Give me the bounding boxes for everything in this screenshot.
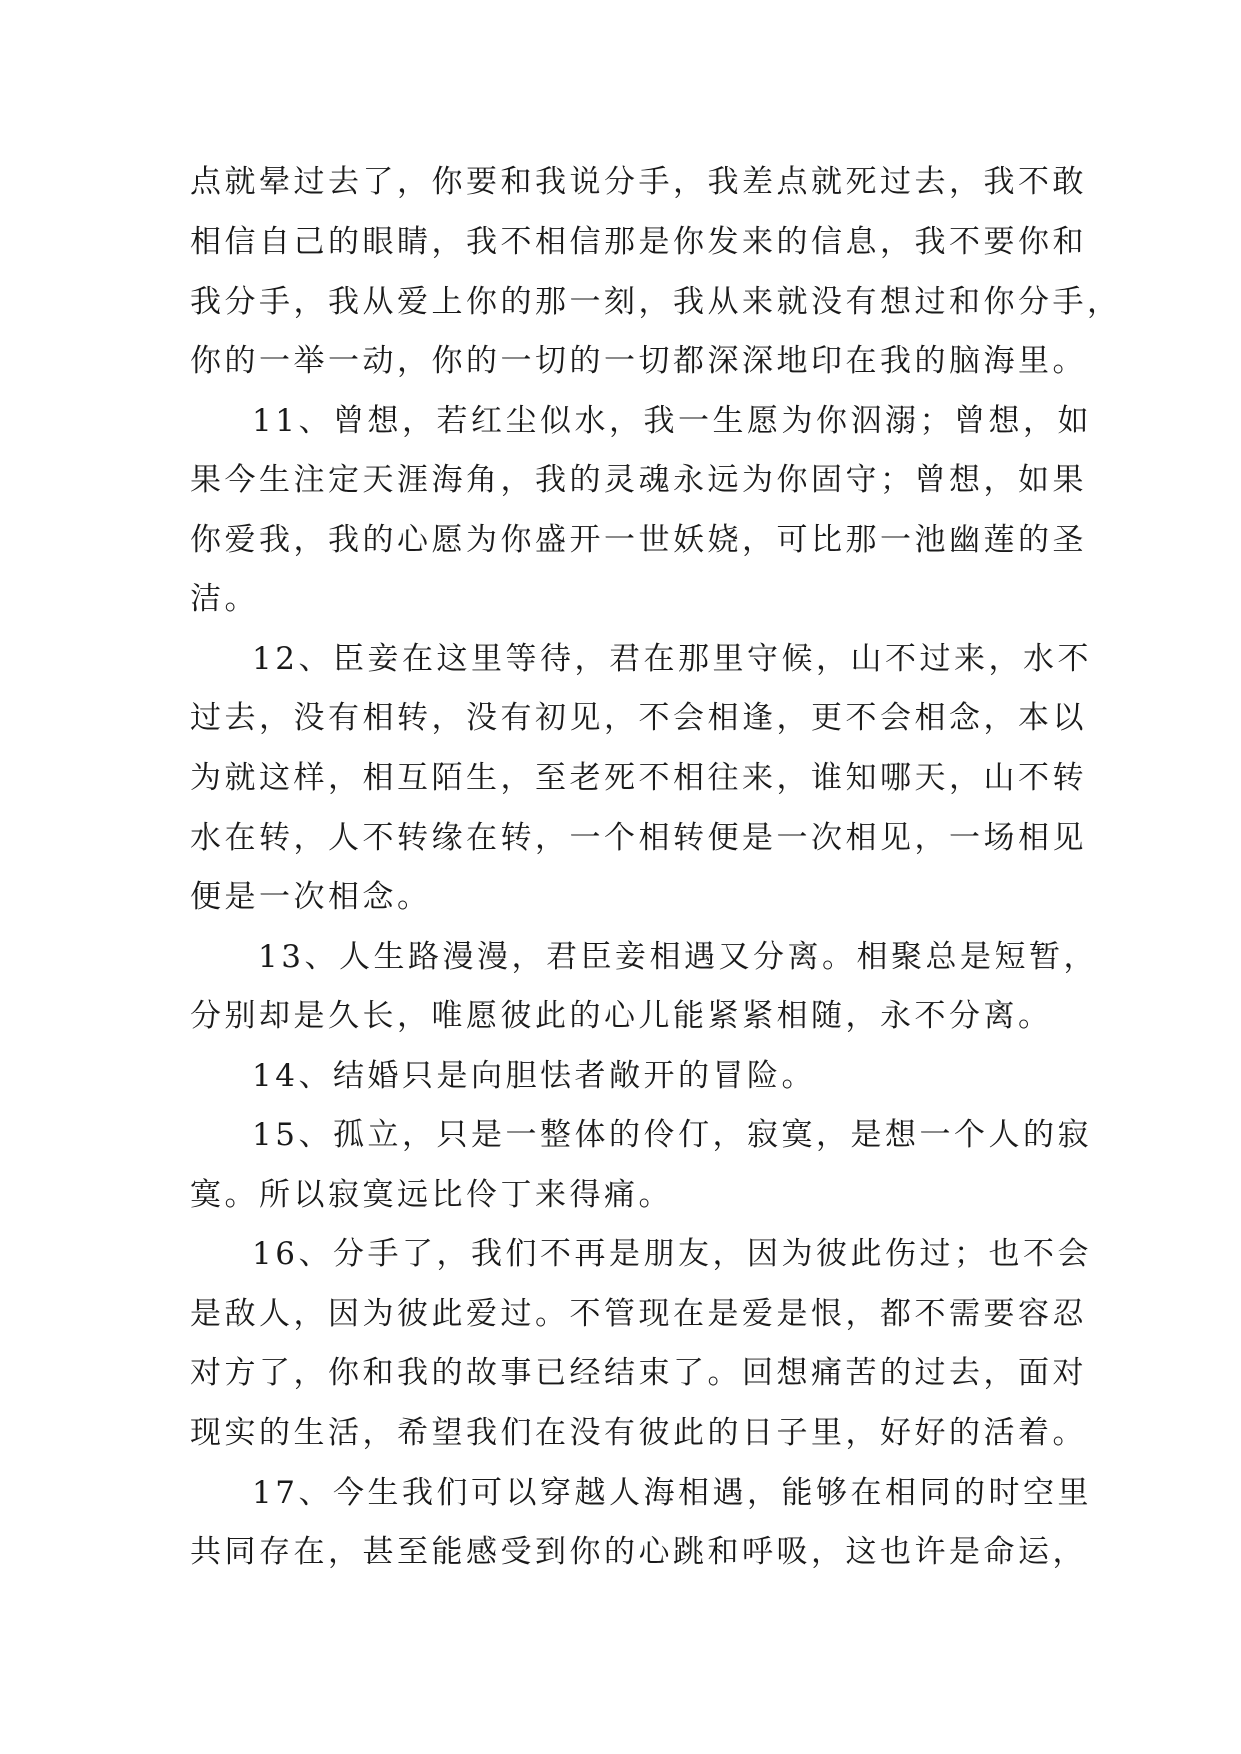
text-line: 洁。 — [190, 581, 259, 617]
paragraph-14-line: 14、结婚只是向胆怯者敞开的冒险。 — [252, 1058, 816, 1094]
text-line: 为就这样，相互陌生，至老死不相往来，谁知哪天，山不转 — [190, 760, 1087, 796]
text-line: 水在转，人不转缘在转，一个相转便是一次相见，一场相见 — [190, 820, 1087, 856]
text-line: 我分手，我从爱上你的那一刻，我从来就没有想过和你分手， — [190, 284, 1122, 320]
text-line: 是敌人，因为彼此爱过。不管现在是爱是恨，都不需要容忍 — [190, 1296, 1087, 1332]
paragraph-13-line: 13、人生路漫漫，君臣妾相遇又分离。相聚总是短暂， — [258, 939, 1098, 975]
paragraph-12-line: 12、臣妾在这里等待，君在那里守候，山不过来，水不 — [252, 641, 1092, 677]
paragraph-17-line: 17、今生我们可以穿越人海相遇，能够在相同的时空里 — [252, 1475, 1092, 1511]
text-line: 便是一次相念。 — [190, 879, 432, 915]
paragraph-16-line: 16、分手了，我们不再是朋友，因为彼此伤过；也不会 — [252, 1236, 1092, 1272]
text-line: 对方了，你和我的故事已经结束了。回想痛苦的过去，面对 — [190, 1355, 1087, 1391]
text-line: 果今生注定天涯海角，我的灵魂永远为你固守；曾想，如果 — [190, 462, 1087, 498]
text-line: 过去，没有相转，没有初见，不会相逢，更不会相念，本以 — [190, 700, 1087, 736]
text-line: 相信自己的眼睛，我不相信那是你发来的信息，我不要你和 — [190, 224, 1087, 260]
text-line: 分别却是久长，唯愿彼此的心儿能紧紧相随，永不分离。 — [190, 998, 1053, 1034]
text-line: 共同存在，甚至能感受到你的心跳和呼吸，这也许是命运， — [190, 1534, 1087, 1570]
paragraph-11-line: 11、曾想，若红尘似水，我一生愿为你泅溺；曾想，如 — [252, 403, 1092, 439]
paragraph-15-line: 15、孤立，只是一整体的伶仃，寂寞，是想一个人的寂 — [252, 1117, 1092, 1153]
text-line: 点就晕过去了，你要和我说分手，我差点就死过去，我不敢 — [190, 164, 1087, 200]
text-line: 现实的生活，希望我们在没有彼此的日子里，好好的活着。 — [190, 1415, 1087, 1451]
text-line: 你爱我，我的心愿为你盛开一世妖娆，可比那一池幽莲的圣 — [190, 522, 1087, 558]
text-line: 寞。所以寂寞远比伶丁来得痛。 — [190, 1177, 673, 1213]
text-line: 你的一举一动，你的一切的一切都深深地印在我的脑海里。 — [190, 343, 1087, 379]
